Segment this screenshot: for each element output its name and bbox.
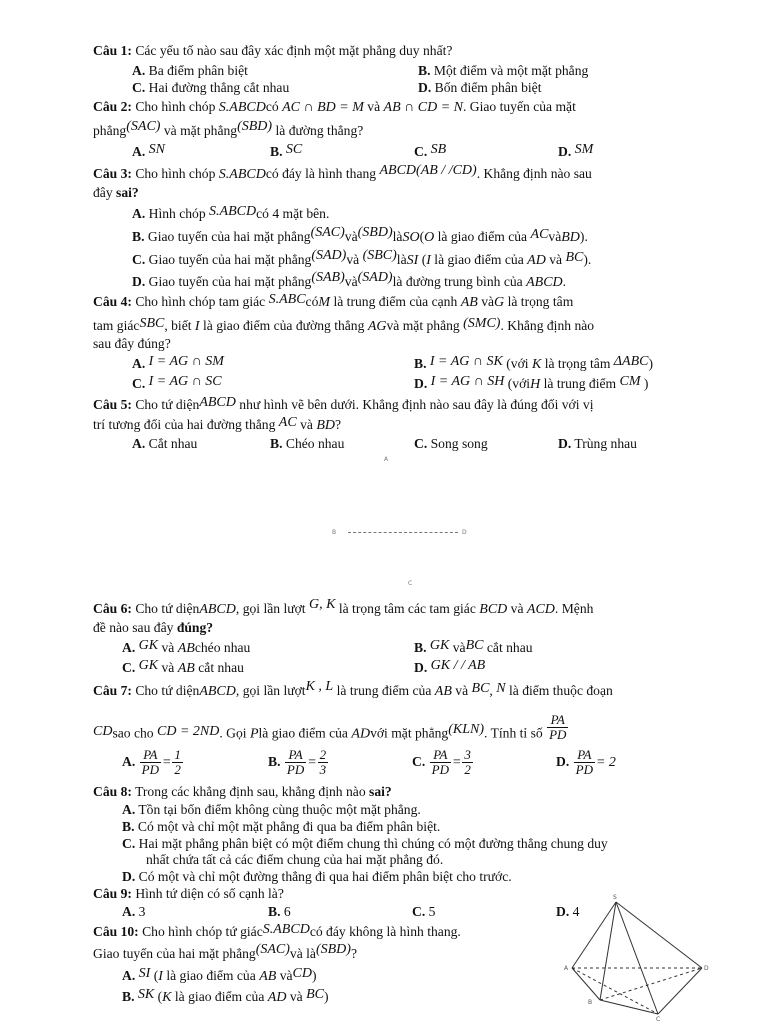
- q1-opt-a[interactable]: A. Ba điểm phân biệt: [132, 63, 248, 78]
- q10-fig-label-c: C: [656, 1016, 661, 1022]
- q4-opt-a[interactable]: A. I = AG ∩ SM: [132, 354, 224, 371]
- q5-stem-2: trí tương đối của hai đường thẳng AC và BD?: [93, 415, 342, 433]
- q10-pyramid-figure: [560, 890, 710, 1022]
- q3-opt-d[interactable]: D. Giao tuyến của hai mặt phẳng(SAB)và(SAD)là đường trung bình của ABCD.: [132, 270, 567, 290]
- q4-opt-c[interactable]: C. I = AG ∩ SC: [132, 374, 222, 391]
- q5-opt-a[interactable]: A. Cắt nhau: [132, 436, 198, 451]
- q8-opt-a[interactable]: A. Tồn tại bốn điểm không cùng thuộc một mặt phẳng.: [122, 802, 421, 817]
- q9-opt-d[interactable]: D. 4: [556, 904, 580, 919]
- q2-opt-a[interactable]: A. SN: [132, 142, 165, 159]
- q7-opt-c[interactable]: C. $\frac{PA}{PD}$ = $\frac{3}{2}$: [412, 747, 471, 778]
- q7-opt-d[interactable]: D. $\frac{PA}{PD}$ = 2: [556, 747, 616, 778]
- q6-opt-d[interactable]: D. GK / / AB: [414, 658, 486, 675]
- q5-fig-label-a: A: [384, 456, 389, 463]
- q3-stem: Câu 3: Cho hình chóp S.ABCDcó đáy là hình thang ABCD(AB / /CD). Khẳng định nào sau: [93, 163, 592, 182]
- q7-stem-2: CDsao cho CD = 2ND. Gọi Plà giao điểm của ADvới mặt phẳng(KLN). Tính tỉ số $\frac{PA}{PD}$: [93, 712, 567, 742]
- q6-stem: Câu 6: Cho tứ diệnABCD, gọi lần lượt G, K là trọng tâm các tam giác BCD và ACD. Mệnh: [93, 597, 594, 617]
- q10-fig-label-b: B: [588, 999, 593, 1006]
- q1-opt-c[interactable]: C. Hai đường thẳng cắt nhau: [132, 80, 290, 95]
- q10-opt-a[interactable]: A. SI (I là giao điểm của AB vàCD): [122, 966, 317, 984]
- q10-stem-2: Giao tuyến của hai mặt phẳng(SAC)và là(SBD)?: [93, 942, 358, 961]
- q5-stem: Câu 5: Cho tứ diệnABCD như hình vẽ bên dưới. Khẳng định nào sau đây là đúng đối với vị: [93, 395, 594, 412]
- q7-stem: Câu 7: Cho tứ diệnABCD, gọi lần lượtK , L là trung điểm của AB và BC, N là điểm thuộc đoạn: [93, 679, 613, 699]
- q1-stem: Câu 1: Các yếu tố nào sau đây xác định một mặt phẳng duy nhất?: [93, 43, 453, 58]
- q10-opt-b[interactable]: B. SK (K là giao điểm của AD và BC): [122, 987, 329, 1005]
- q10-fig-label-d: D: [704, 965, 709, 972]
- q4-opt-b[interactable]: B. I = AG ∩ SK (với K là trọng tâm ΔABC): [414, 354, 653, 372]
- q8-opt-c-cont: nhất chứa tất cả các điểm chung của hai mặt phẳng đó.: [146, 852, 444, 867]
- q6-stem-2: đề nào sau đây đúng?: [93, 620, 214, 635]
- q4-opt-d[interactable]: D. I = AG ∩ SH (vớiH là trung điểm CM ): [414, 374, 649, 392]
- q7-opt-b[interactable]: B. $\frac{PA}{PD}$ = $\frac{2}{3}$: [268, 747, 327, 778]
- q3-stem-2: đây sai?: [93, 185, 139, 200]
- q6-opt-b[interactable]: B. GK vàBC cắt nhau: [414, 638, 533, 655]
- q3-opt-b[interactable]: B. Giao tuyến của hai mặt phẳng(SAC)và(SBD)làSO(O là giao điểm của ACvàBD).: [132, 225, 588, 245]
- q9-stem: Câu 9: Hình tứ diện có số cạnh là?: [93, 886, 284, 901]
- q9-opt-c[interactable]: C. 5: [412, 904, 436, 919]
- q5-opt-d[interactable]: D. Trùng nhau: [558, 436, 637, 451]
- q2-opt-d[interactable]: D. SM: [558, 142, 594, 159]
- q4-stem-2: tam giácSBC, biết I là giao điểm của đường thẳng AGvà mặt phẳng (SMC). Khẳng định nào: [93, 316, 595, 334]
- q4-stem: Câu 4: Cho hình chóp tam giác S.ABCcóM là trung điểm của cạnh AB vàG là trọng tâm: [93, 292, 574, 310]
- q7-opt-a[interactable]: A. $\frac{PA}{PD}$ = $\frac{1}{2}$: [122, 747, 181, 778]
- q4-stem-3: sau đây đúng?: [93, 336, 171, 351]
- q3-opt-a[interactable]: A. Hình chóp S.ABCDcó 4 mặt bên.: [132, 204, 330, 221]
- q9-opt-b[interactable]: B. 6: [268, 904, 291, 919]
- q3-opt-c[interactable]: C. Giao tuyến của hai mặt phẳng(SAD)và (SBC)làSI (I là giao điểm của AD và BC).: [132, 248, 592, 268]
- q5-opt-c[interactable]: C. Song song: [414, 436, 488, 451]
- q5-fig-dashed-bd: [348, 532, 458, 533]
- q8-opt-b[interactable]: B. Có một và chỉ một mặt phẳng đi qua ba điểm phân biệt.: [122, 819, 441, 834]
- q9-opt-a[interactable]: A. 3: [122, 904, 146, 919]
- q6-opt-a[interactable]: A. GK và ABchéo nhau: [122, 638, 251, 656]
- q5-fig-label-b: B: [332, 529, 337, 536]
- q10-fig-label-s: S: [613, 894, 617, 901]
- q2-opt-b[interactable]: B. SC: [270, 142, 303, 159]
- q7-ratio-fraction: $\frac{PA}{PD}$: [549, 712, 567, 742]
- q2-stem-2: phẳng(SAC) và mặt phẳng(SBD) là đường thẳng?: [93, 119, 364, 138]
- q2-stem: Câu 2: Cho hình chóp S.ABCDcó AC ∩ BD = M và AB ∩ CD = N. Giao tuyến của mặt: [93, 99, 576, 115]
- q1-opt-b[interactable]: B. Một điểm và một mặt phẳng: [418, 63, 589, 78]
- q5-fig-label-d: D: [462, 529, 467, 536]
- q6-opt-c[interactable]: C. GK và AB cắt nhau: [122, 658, 244, 676]
- q1-opt-d[interactable]: D. Bốn điểm phân biệt: [418, 80, 542, 95]
- q8-opt-d[interactable]: D. Có một và chỉ một đường thẳng đi qua hai điểm phân biệt cho trước.: [122, 869, 512, 884]
- q5-fig-label-c: C: [408, 580, 413, 587]
- q2-opt-c[interactable]: C. SB: [414, 142, 447, 159]
- q8-opt-c[interactable]: C. Hai mặt phẳng phân biệt có một điểm chung thì chúng có một đường thẳng chung duy: [122, 836, 608, 851]
- q10-fig-label-a: A: [564, 965, 569, 972]
- q8-stem: Câu 8: Trong các khẳng định sau, khẳng định nào sai?: [93, 784, 392, 799]
- q5-opt-b[interactable]: B. Chéo nhau: [270, 436, 345, 451]
- q10-stem: Câu 10: Cho hình chóp tứ giácS.ABCDcó đáy không là hình thang.: [93, 922, 461, 939]
